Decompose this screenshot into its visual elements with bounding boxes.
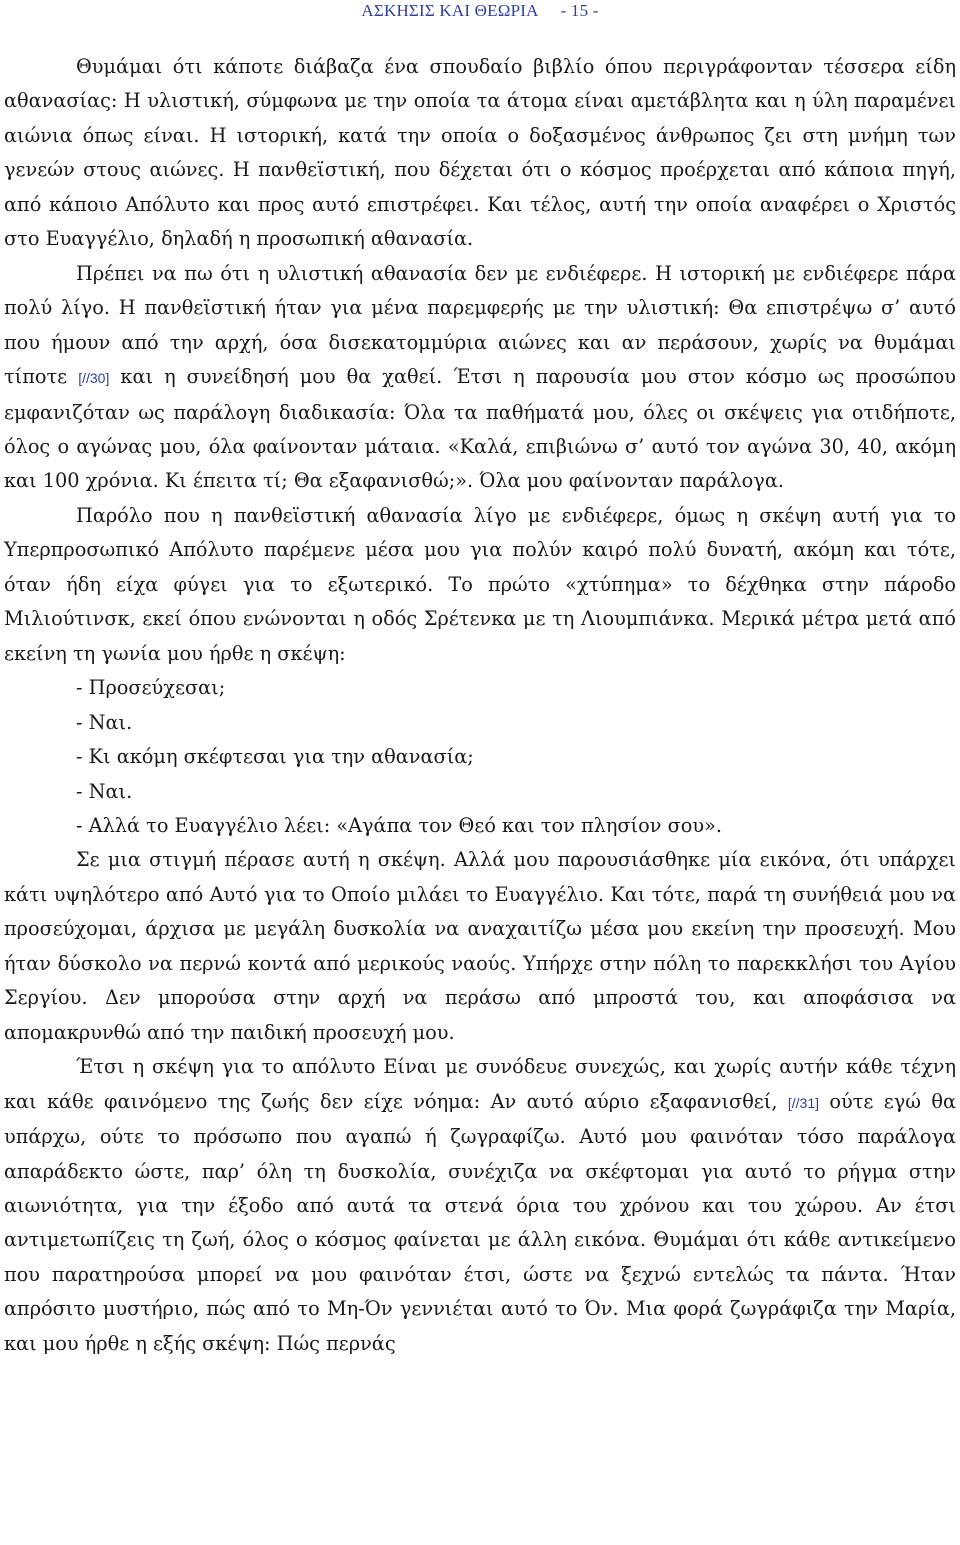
paragraph-3: Παρόλο που η πανθεϊστική αθανασία λίγο με ενδιέφερε, όμως η σκέψη αυτή για το Υπερπροσωπικό Απόλυτο παρέμενε μέσα μου για πολύν καιρό πολύ δυνατή, ακόμη και τότε, όταν ήδη είχα φύγει για το εξωτερικό. Το πρώτο «χτύπημα» το δέχθηκα στην πάροδο Μιλιούτινσκ, εκεί όπου ενώνονται η οδός Σρέτενκα με τη Λιουμπιάνκα. Μερικά μέτρα μετά από εκείνη τη γωνία μου ήρθε η σκέψη: bbox=[4, 503, 956, 665]
header-title: ΑΣΚΗΣΙΣ ΚΑΙ ΘΕΩΡΙΑ bbox=[361, 1, 539, 20]
body-text bbox=[4, 50, 956, 1361]
dialogue-line-2: - Ναι. bbox=[76, 710, 133, 734]
page-marker-30: [//30] bbox=[78, 370, 110, 387]
running-header bbox=[4, 0, 956, 22]
paragraph-2 bbox=[4, 257, 956, 499]
paragraph-2-text-b: και η συνείδησή μου θα χαθεί. Έτσι η παρουσία μου στον κόσμο ως προσώπου εμφανιζόταν ως παράλογη διαδικασία: Όλα τα παθήματά μου, όλες οι σκέψεις για οτιδήποτε, όλος ο αγώνας μου, όλα φαίνονταν μάταια. «Καλά, επιβιώνω σ’ αυτό τον αγώνα 30, 40, ακόμη και 100 χρόνια. Κι έπειτα τί; Θα εξαφανισθώ;». Όλα μου φαίνονταν παράλογα. bbox=[4, 365, 956, 493]
paragraph-4: Σε μια στιγμή πέρασε αυτή η σκέψη. Αλλά μου παρουσιάσθηκε μία εικόνα, ότι υπάρχει κάτι υψηλότερο από Αυτό για το Οποίο μιλάει το Ευαγγέλιο. Και τότε, παρά τη συνήθειά μου να προσεύχομαι, άρχισα με μεγάλη δυσκολία να αναχαιτίζω μέσα μου εκείνη την προσευχή. Μου ήταν δύσκολο να περνώ κοντά από μερικούς ναούς. Υπήρχε στην πόλη το παρεκκλήσι του Αγίου Σεργίου. Δεν μπορούσα στην αρχή να περάσω από μπροστά του, και αποφάσισα να απομακρυνθώ από την παιδική προσευχή μου. bbox=[4, 848, 956, 1044]
page-marker-31: [//31] bbox=[787, 1094, 819, 1111]
dialogue-line-3: - Κι ακόμη σκέφτεσαι για την αθανασία; bbox=[76, 745, 474, 769]
paragraph-2-text-a: Πρέπει να πω ότι η υλιστική αθανασία δεν με ενδιέφερε. Η ιστορική με ενδιέφερε πάρα πολύ λίγο. Η πανθεϊστική ήταν για μένα παρεμφερής με την υλιστική: Θα επιστρέψω σ’ αυτό που ήμουν από την αρχή, όσα δισεκατομμύρια αιώνες και αν περάσουν, χωρίς να θυμάμαι τίποτε bbox=[4, 261, 956, 389]
page-number: - 15 - bbox=[560, 1, 599, 20]
paragraph-5-text-b: ούτε εγώ θα υπάρχω, ούτε το πρόσωπο που αγαπώ ή ζωγραφίζω. Αυτό μου φαινόταν τόσο παράλογα απαράδεκτο ώστε, παρ’ όλη τη δυσκολία, συνέχιζα να σκέφτομαι για αυτό το ρήγμα στην αιωνιότητα, για την έξοδο από αυτά τα στενά όρια του χρόνου και του χώρου. Αν έτσι αντιμετωπίζεις τη ζωή, όλος ο κόσμος φαίνεται με άλλη εικόνα. Θυμάμαι ότι κάθε αντικείμενο που παρατηρούσα μπορεί να μου φαινόταν έτσι, ώστε να ξεχνώ εντελώς τα πάντα. Ήταν απρόσιτο μυστήριο, πώς από το Μη-Όν γεννιέται αυτό το Όν. Μια φορά ζωγράφιζα την Μαρία, και μου ήρθε η εξής σκέψη: Πώς περνάς bbox=[4, 1089, 956, 1355]
paragraph-1: Θυμάμαι ότι κάποτε διάβαζα ένα σπουδαίο βιβλίο όπου περιγράφονταν τέσσερα είδη αθανασίας: Η υλιστική, σύμφωνα με την οποία τα άτομα είναι αμετάβλητα και η ύλη παραμένει αιώνια όπως είναι. Η ιστορική, κατά την οποία ο δοξασμένος άνθρωπος ζει στη μνήμη των γενεών στους αιώνες. Η πανθεϊστική, που δέχεται ότι ο κόσμος προέρχεται από κάποια πηγή, από κάποιο Απόλυτο και προς αυτό επιστρέφει. Και τέλος, αυτή την οποία αναφέρει ο Χριστός στο Ευαγγέλιο, δηλαδή η προσωπική αθανασία. bbox=[4, 55, 956, 251]
paragraph-5-text-a: Έτσι η σκέψη για το απόλυτο Είναι με συνόδευε συνεχώς, και χωρίς αυτήν κάθε τέχνη και κάθε φαινόμενο της ζωής δεν είχε νόημα: Αν αυτό αύριο εξαφανισθεί, bbox=[4, 1055, 956, 1113]
dialogue-line-4: - Ναι. bbox=[76, 779, 133, 803]
dialogue-line-1: - Προσεύχεσαι; bbox=[76, 676, 226, 700]
dialogue-line-5: - Αλλά το Ευαγγέλιο λέει: «Αγάπα τον Θεό και τον πλησίον σου». bbox=[76, 813, 722, 837]
paragraph-5 bbox=[4, 1050, 956, 1361]
